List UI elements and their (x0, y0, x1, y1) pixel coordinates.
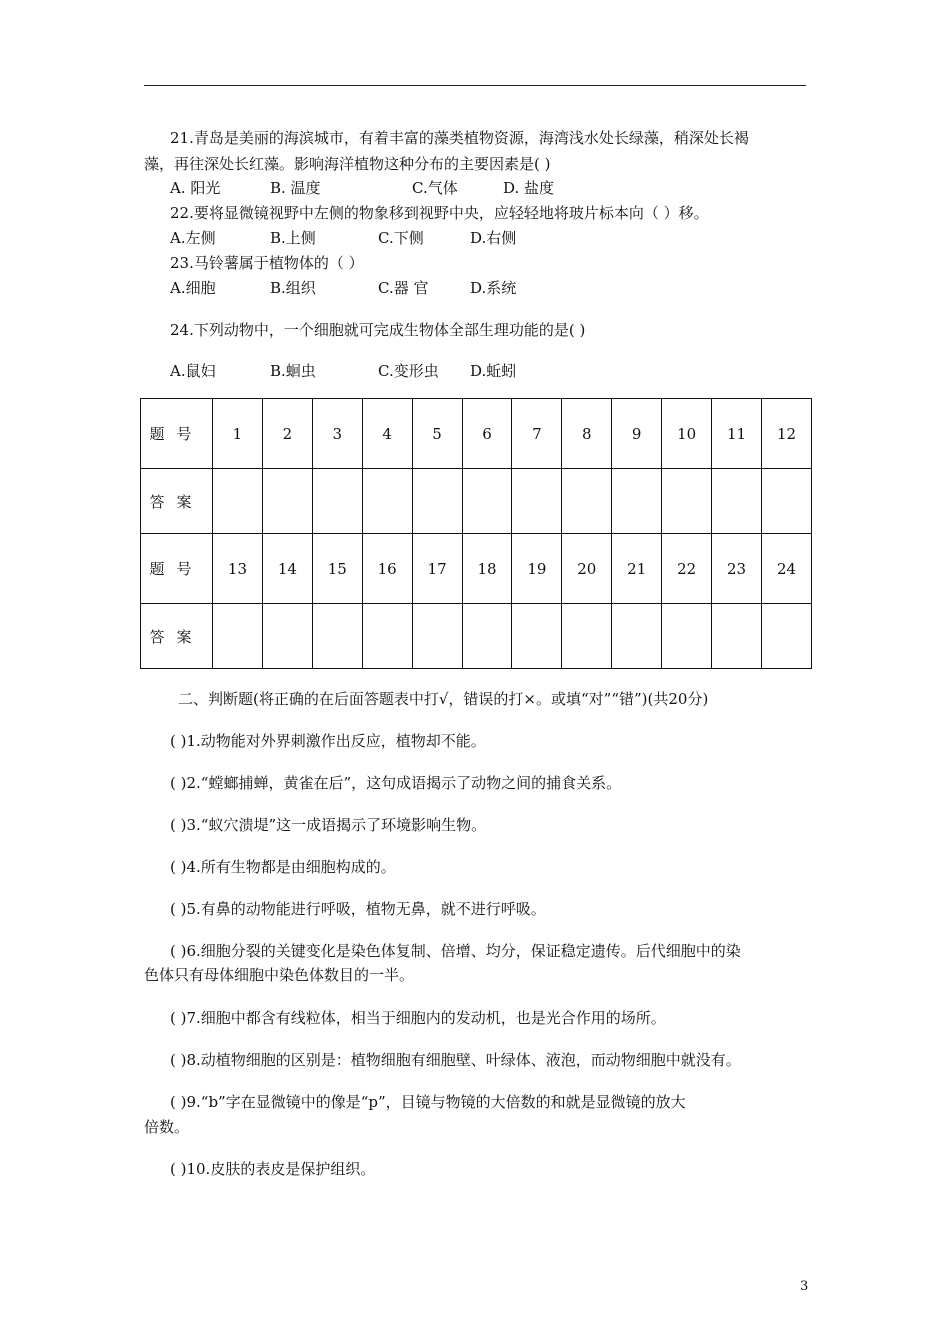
q24-option-b: B.蛔虫 (270, 362, 316, 380)
q22-option-c: C.下侧 (378, 229, 424, 247)
answer-cell[interactable] (213, 604, 263, 669)
answer-cell[interactable] (662, 604, 712, 669)
q22-line1: 22.要将显微镜视野中左侧的物象移到视野中央，应轻轻地将玻片标本向（ ）移。 (170, 204, 709, 222)
q23-option-b: B.组织 (270, 279, 316, 297)
table-row-numbers-2 (141, 534, 812, 604)
tf-item-1: ( )1.动物能对外界刺激作出反应，植物却不能。 (170, 732, 486, 750)
table-row-answers-1 (141, 469, 812, 534)
tf-item-4: ( )4.所有生物都是由细胞构成的。 (170, 858, 396, 876)
q21-option-b: B. 温度 (270, 179, 321, 197)
answer-cell[interactable] (462, 469, 512, 534)
q23-option-d: D.系统 (470, 279, 517, 297)
answer-cell[interactable] (562, 469, 612, 534)
number-cell: 22 (662, 534, 712, 604)
answer-cell[interactable] (612, 469, 662, 534)
number-label: 题号 (141, 534, 213, 604)
q23-option-a: A.细胞 (170, 279, 216, 297)
q24-option-d: D.蚯蚓 (470, 362, 517, 380)
tf-item-6-cont: 色体只有母体细胞中染色体数目的一半。 (144, 966, 415, 984)
answer-cell[interactable] (312, 469, 362, 534)
number-cell: 24 (761, 534, 811, 604)
number-cell: 6 (462, 399, 512, 469)
tf-item-9-cont: 倍数。 (144, 1118, 190, 1136)
q21-option-c: C.气体 (412, 179, 458, 197)
answer-label: 答案 (141, 604, 213, 669)
answer-cell[interactable] (662, 469, 712, 534)
q21-option-d: D. 盐度 (503, 179, 555, 197)
number-cell: 8 (562, 399, 612, 469)
answer-cell[interactable] (412, 604, 462, 669)
tf-item-2: ( )2.“螳螂捕蝉，黄雀在后”，这句成语揭示了动物之间的捕食关系。 (170, 774, 622, 792)
answer-cell[interactable] (612, 604, 662, 669)
number-cell: 2 (262, 399, 312, 469)
tf-item-3: ( )3.“蚁穴溃堤”这一成语揭示了环境影响生物。 (170, 816, 487, 834)
number-cell: 17 (412, 534, 462, 604)
answer-cell[interactable] (512, 469, 562, 534)
number-cell: 13 (213, 534, 263, 604)
answer-cell[interactable] (262, 469, 312, 534)
page-number: 3 (800, 1279, 809, 1294)
answer-cell[interactable] (362, 604, 412, 669)
tf-item-10: ( )10.皮肤的表皮是保护组织。 (170, 1160, 376, 1178)
table-row-numbers-1 (141, 399, 812, 469)
number-label: 题号 (141, 399, 213, 469)
number-cell: 5 (412, 399, 462, 469)
number-cell: 18 (462, 534, 512, 604)
answer-cell[interactable] (712, 604, 762, 669)
q21-line2: 藻，再往深处长红藻。影响海洋植物这种分布的主要因素是( ) (144, 155, 551, 173)
section2-heading: 二、判断题(将正确的在后面答题表中打√，错误的打×。或填“对”“错”)(共20分) (178, 690, 709, 708)
tf-item-9: ( )9.“b”字在显微镜中的像是“p”，目镜与物镜的大倍数的和就是显微镜的放大 (170, 1093, 686, 1111)
number-cell: 10 (662, 399, 712, 469)
answer-cell[interactable] (362, 469, 412, 534)
q24-line1: 24.下列动物中，一个细胞就可完成生物体全部生理功能的是( ) (170, 321, 586, 339)
number-cell: 4 (362, 399, 412, 469)
tf-item-7: ( )7.细胞中都含有线粒体，相当于细胞内的发动机，也是光合作用的场所。 (170, 1009, 666, 1027)
answer-cell[interactable] (312, 604, 362, 669)
number-cell: 16 (362, 534, 412, 604)
number-cell: 12 (761, 399, 811, 469)
answer-label: 答案 (141, 469, 213, 534)
q21-option-a: A. 阳光 (170, 179, 221, 197)
q21-line1: 21.青岛是美丽的海滨城市，有着丰富的藻类植物资源，海湾浅水处长绿藻，稍深处长褐 (170, 129, 749, 147)
number-cell: 23 (712, 534, 762, 604)
number-cell: 11 (712, 399, 762, 469)
tf-item-5: ( )5.有鼻的动物能进行呼吸，植物无鼻，就不进行呼吸。 (170, 900, 546, 918)
number-cell: 21 (612, 534, 662, 604)
number-cell: 20 (562, 534, 612, 604)
q22-option-b: B.上侧 (270, 229, 316, 247)
answer-cell[interactable] (512, 604, 562, 669)
answer-cell[interactable] (213, 469, 263, 534)
table-row-answers-2 (141, 604, 812, 669)
q24-option-a: A.鼠妇 (170, 362, 216, 380)
answer-cell[interactable] (712, 469, 762, 534)
answer-cell[interactable] (562, 604, 612, 669)
q22-option-d: D.右侧 (470, 229, 517, 247)
q23-line1: 23.马铃薯属于植物体的（ ） (170, 254, 364, 272)
header-rule (144, 85, 806, 86)
answer-table (140, 398, 812, 669)
number-cell: 1 (213, 399, 263, 469)
number-cell: 3 (312, 399, 362, 469)
number-cell: 19 (512, 534, 562, 604)
q24-option-c: C.变形虫 (378, 362, 439, 380)
answer-cell[interactable] (761, 604, 811, 669)
number-cell: 14 (262, 534, 312, 604)
number-cell: 7 (512, 399, 562, 469)
number-cell: 15 (312, 534, 362, 604)
q22-option-a: A.左侧 (170, 229, 216, 247)
q23-option-c: C.器 官 (378, 279, 429, 297)
answer-cell[interactable] (462, 604, 512, 669)
number-cell: 9 (612, 399, 662, 469)
tf-item-6: ( )6.细胞分裂的关键变化是染色体复制、倍增、均分，保证稳定遗传。后代细胞中的染 (170, 942, 741, 960)
answer-cell[interactable] (761, 469, 811, 534)
tf-item-8: ( )8.动植物细胞的区别是：植物细胞有细胞壁、叶绿体、液泡，而动物细胞中就没有。 (170, 1051, 741, 1069)
answer-cell[interactable] (262, 604, 312, 669)
answer-cell[interactable] (412, 469, 462, 534)
